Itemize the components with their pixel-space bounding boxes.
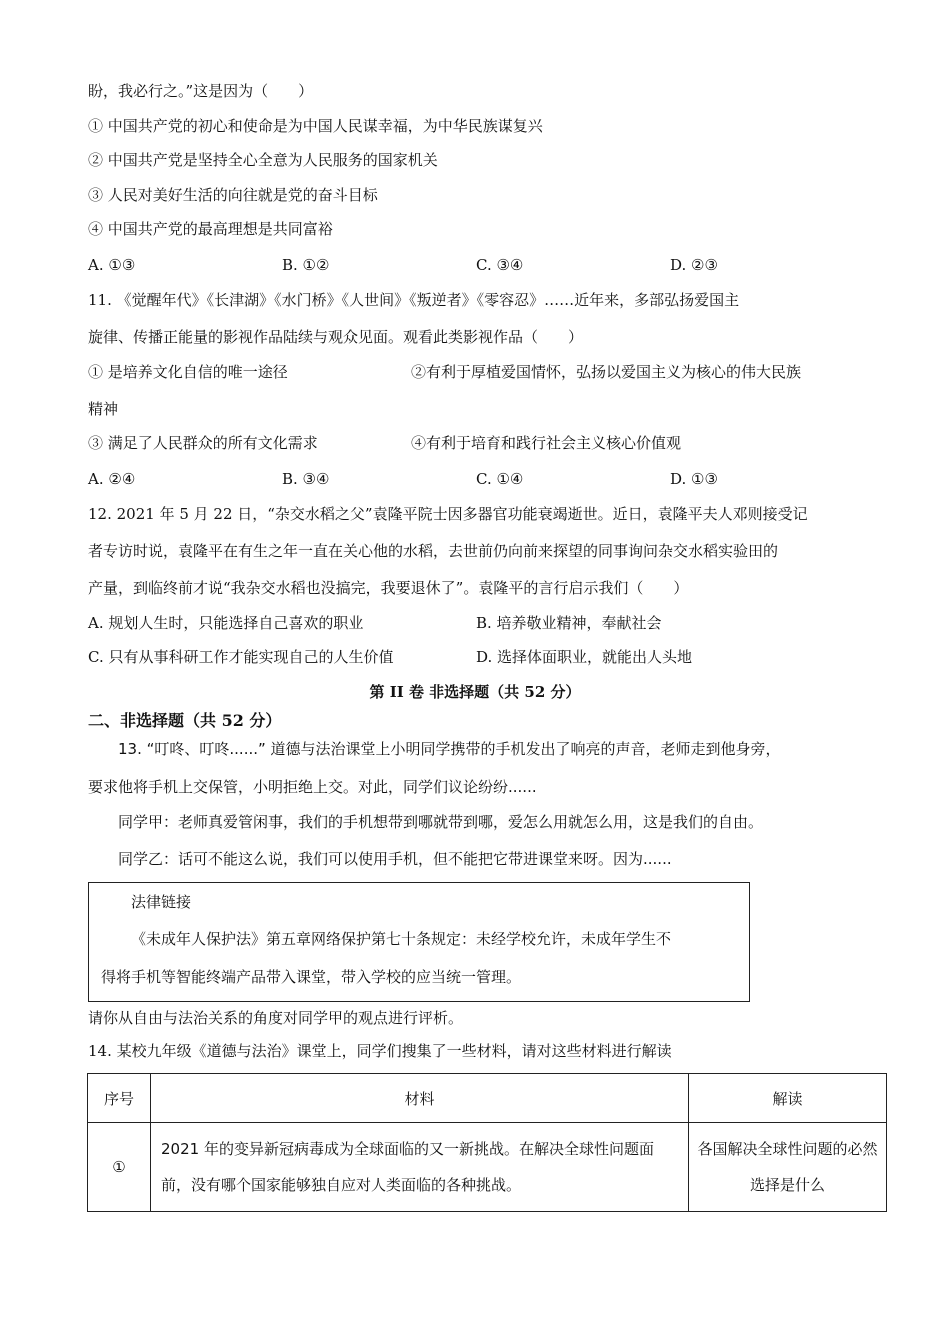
q10-statement-1: ① 中国共产党的初心和使命是为中国人民谋幸福，为中华民族谋复兴 xyxy=(88,117,543,135)
q12-choice-b: B. 培养敬业精神，奉献社会 xyxy=(476,614,662,632)
q10-stem-tail: 盼，我必行之。”这是因为（ ） xyxy=(88,82,314,100)
law-link-text-2: 得将手机等智能终端产品带入课堂，带入学校的应当统一管理。 xyxy=(101,968,522,986)
law-link-title: 法律链接 xyxy=(131,893,192,911)
table-row xyxy=(88,1123,887,1212)
materials-table xyxy=(87,1073,887,1212)
q12-choice-d: D. 选择体面职业，就能出人头地 xyxy=(476,648,693,666)
header-interpretation: 解读 xyxy=(689,1074,887,1123)
part-two-title: 第 II 卷 非选择题（共 52 分） xyxy=(369,683,581,701)
q10-statement-2: ② 中国共产党是坚持全心全意为人民服务的国家机关 xyxy=(88,151,438,169)
q12-stem-line-2: 者专访时说，袁隆平在有生之年一直在关心他的水稻，去世前仍向前来探望的同事询问杂交水稻实验田的 xyxy=(88,542,779,560)
table-header-row xyxy=(88,1074,887,1123)
q11-statement-4: ④有利于培育和践行社会主义核心价值观 xyxy=(411,434,682,452)
q13-stem-line-2: 要求他将手机上交保管，小明拒绝上交。对此，同学们议论纷纷...... xyxy=(88,778,537,796)
q12-stem-line-1: 12. 2021 年 5 月 22 日，“杂交水稻之父”袁隆平院士因多器官功能衰竭逝世。近日，袁隆平夫人邓则接受记 xyxy=(88,505,808,523)
q11-stem-line-1: 11. 《觉醒年代》《长津湖》《水门桥》《人世间》《叛逆者》《零容忍》……近年来，多部弘扬爱国主 xyxy=(88,291,740,309)
q10-choice-d: D. ②③ xyxy=(670,256,718,274)
q11-choice-a: A. ②④ xyxy=(88,470,136,488)
q12-choice-a: A. 规划人生时，只能选择自己喜欢的职业 xyxy=(88,614,364,632)
q13-student-a: 同学甲：老师真爱管闲事，我们的手机想带到哪就带到哪，爱怎么用就怎么用，这是我们的自由。 xyxy=(118,813,764,831)
q10-choice-b: B. ①② xyxy=(282,256,330,274)
q10-statement-3: ③ 人民对美好生活的向往就是党的奋斗目标 xyxy=(88,186,378,204)
q11-choice-c: C. ①④ xyxy=(476,470,524,488)
q11-stem-line-2: 旋律、传播正能量的影视作品陆续与观众见面。观看此类影视作品（ ） xyxy=(88,328,584,346)
header-number: 序号 xyxy=(88,1074,151,1123)
q13-question: 请你从自由与法治关系的角度对同学甲的观点进行评析。 xyxy=(88,1009,464,1027)
q13-student-b: 同学乙：话可不能这么说，我们可以使用手机，但不能把它带进课堂来呀。因为...... xyxy=(118,850,672,868)
q11-choice-b: B. ③④ xyxy=(282,470,330,488)
q10-choice-a: A. ①③ xyxy=(88,256,136,274)
q11-statement-1: ① 是培养文化自信的唯一途径 xyxy=(88,363,288,381)
q11-statement-2: ②有利于厚植爱国情怀，弘扬以爱国主义为核心的伟大民族 xyxy=(411,363,802,381)
q11-statement-3: ③ 满足了人民群众的所有文化需求 xyxy=(88,434,318,452)
q12-stem-line-3: 产量，到临终前才说“我杂交水稻也没搞完，我要退休了”。袁隆平的言行启示我们（ ） xyxy=(88,579,689,597)
q14-intro: 14. 某校九年级《道德与法治》课堂上，同学们搜集了一些材料，请对这些材料进行解读 xyxy=(88,1042,672,1060)
row-number: ① xyxy=(88,1123,151,1212)
law-link-text-1: 《未成年人保护法》第五章网络保护第七十条规定：未经学校允许，未成年学生不 xyxy=(131,930,672,948)
row-material: 2021 年的变异新冠病毒成为全球面临的又一新挑战。在解决全球性问题面前，没有哪个国家能够独自应对人类面临的各种挑战。 xyxy=(151,1123,689,1212)
q12-choice-c: C. 只有从事科研工作才能实现自己的人生价值 xyxy=(88,648,394,666)
q11-choice-d: D. ①③ xyxy=(670,470,718,488)
row-interpretation: 各国解决全球性问题的必然选择是什么 xyxy=(689,1123,887,1212)
law-link-box xyxy=(88,882,750,1002)
q13-stem-line-1: 13. “叮咚、叮咚......” 道德与法治课堂上小明同学携带的手机发出了响亮的声音，老师走到他身旁， xyxy=(118,740,781,758)
header-material: 材料 xyxy=(151,1074,689,1123)
section-two-heading: 二、非选择题（共 52 分） xyxy=(88,711,282,730)
q10-statement-4: ④ 中国共产党的最高理想是共同富裕 xyxy=(88,220,333,238)
q10-choice-c: C. ③④ xyxy=(476,256,524,274)
q11-statement-2-cont: 精神 xyxy=(88,400,119,418)
